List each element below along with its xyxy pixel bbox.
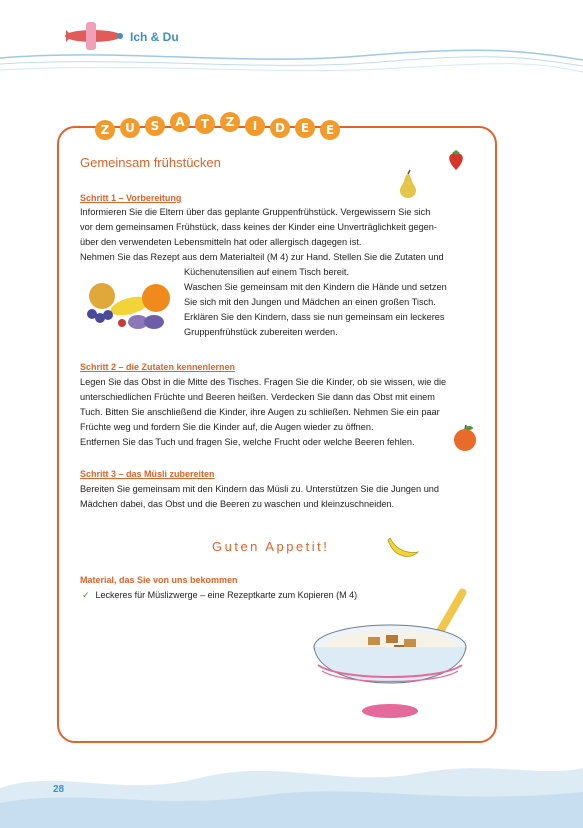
text-line: über den verwendeten Lebensmitteln hat oder allergisch dagegen ist. <box>80 237 362 247</box>
text-line: Gruppenfrühstück zubereiten werden. <box>184 327 338 337</box>
text-line: Früchte weg und fordern Sie die Kinder auf, die Augen wieder zu öffnen. <box>80 422 374 432</box>
footer-watercolor <box>0 748 583 828</box>
text-line: unterschiedlichen Früchte und Beeren heißen. Verdecken Sie dann das Obst mit einem <box>80 392 435 402</box>
text-line: Küchenutensilien auf einem Tisch bereit. <box>184 267 349 277</box>
step1-indented-text <box>184 265 484 340</box>
banner-letter: S <box>145 116 165 136</box>
step2-text <box>80 375 500 450</box>
step3-text <box>80 482 500 512</box>
text-line: Nehmen Sie das Rezept aus dem Materialteil (M 4) zur Hand. Stellen Sie die Zutaten und <box>80 252 444 262</box>
banner-letter: D <box>270 118 290 138</box>
banner-letter: I <box>245 116 265 136</box>
banner-letter: E <box>295 118 315 138</box>
text-line: Bereiten Sie gemeinsam mit den Kindern das Müsli zu. Unterstützen Sie die Jungen und <box>80 484 440 494</box>
check-icon: ✓ <box>82 590 90 600</box>
banner-letter: U <box>120 118 140 138</box>
banana-icon <box>384 534 420 564</box>
step1-heading: Schritt 1 – Vorbereitung <box>80 193 182 203</box>
text-line: Entfernen Sie das Tuch und fragen Sie, welche Frucht oder welche Beeren fehlen. <box>80 437 415 447</box>
header-title: Ich & Du <box>130 30 179 44</box>
text-line: Mädchen dabei, das Obst und die Beeren zu waschen und kleinzuschneiden. <box>80 499 395 509</box>
text-line: Waschen Sie gemeinsam mit den Kindern die Hände und setzen <box>184 282 447 292</box>
text-line: Erklären Sie den Kindern, dass sie nun gemeinsam ein leckeres <box>184 312 445 322</box>
text-line: Legen Sie das Obst in die Mitte des Tisches. Fragen Sie die Kinder, ob sie wissen, wie die <box>80 377 447 387</box>
banner-letter: Z <box>95 120 115 140</box>
pear-icon <box>396 170 420 200</box>
banner-letter: T <box>195 114 215 134</box>
materials-item-label: Leckeres für Müslizwerge – eine Rezeptkarte zum Kopieren (M 4) <box>95 590 358 600</box>
closing-text: Guten Appetit! <box>212 539 330 554</box>
airplane-icon <box>58 16 128 56</box>
zusatzidee-banner <box>95 112 355 146</box>
fruit-bowl-illustration <box>80 278 180 338</box>
text-line: Tuch. Bitten Sie anschließend die Kinder, ihre Augen zu schließen. Nehmen Sie ein paar <box>80 407 440 417</box>
page-number: 28 <box>53 784 65 795</box>
text-line: vor dem gemeinsamen Frühstück, dass keines der Kinder eine Unverträglichkeit gegen- <box>80 222 437 232</box>
banner-letter: A <box>170 112 190 132</box>
text-line: Sie sich mit den Jungen und Mädchen an einen großen Tisch. <box>184 297 436 307</box>
section-title: Gemeinsam frühstücken <box>80 155 221 170</box>
banner-letter: Z <box>220 112 240 132</box>
apple-icon <box>451 424 479 452</box>
strawberry-icon <box>444 148 468 172</box>
muesli-bowl-illustration <box>310 585 480 725</box>
step2-heading: Schritt 2 – die Zutaten kennenlernen <box>80 362 236 372</box>
step1-text <box>80 205 500 265</box>
step3-heading: Schritt 3 – das Müsli zubereiten <box>80 469 215 479</box>
banner-letter: E <box>320 120 340 140</box>
page-header <box>0 0 583 78</box>
text-line: Informieren Sie die Eltern über das geplante Gruppenfrühstück. Vergewissern Sie sich <box>80 207 431 217</box>
materials-heading: Material, das Sie von uns bekommen <box>80 575 238 585</box>
